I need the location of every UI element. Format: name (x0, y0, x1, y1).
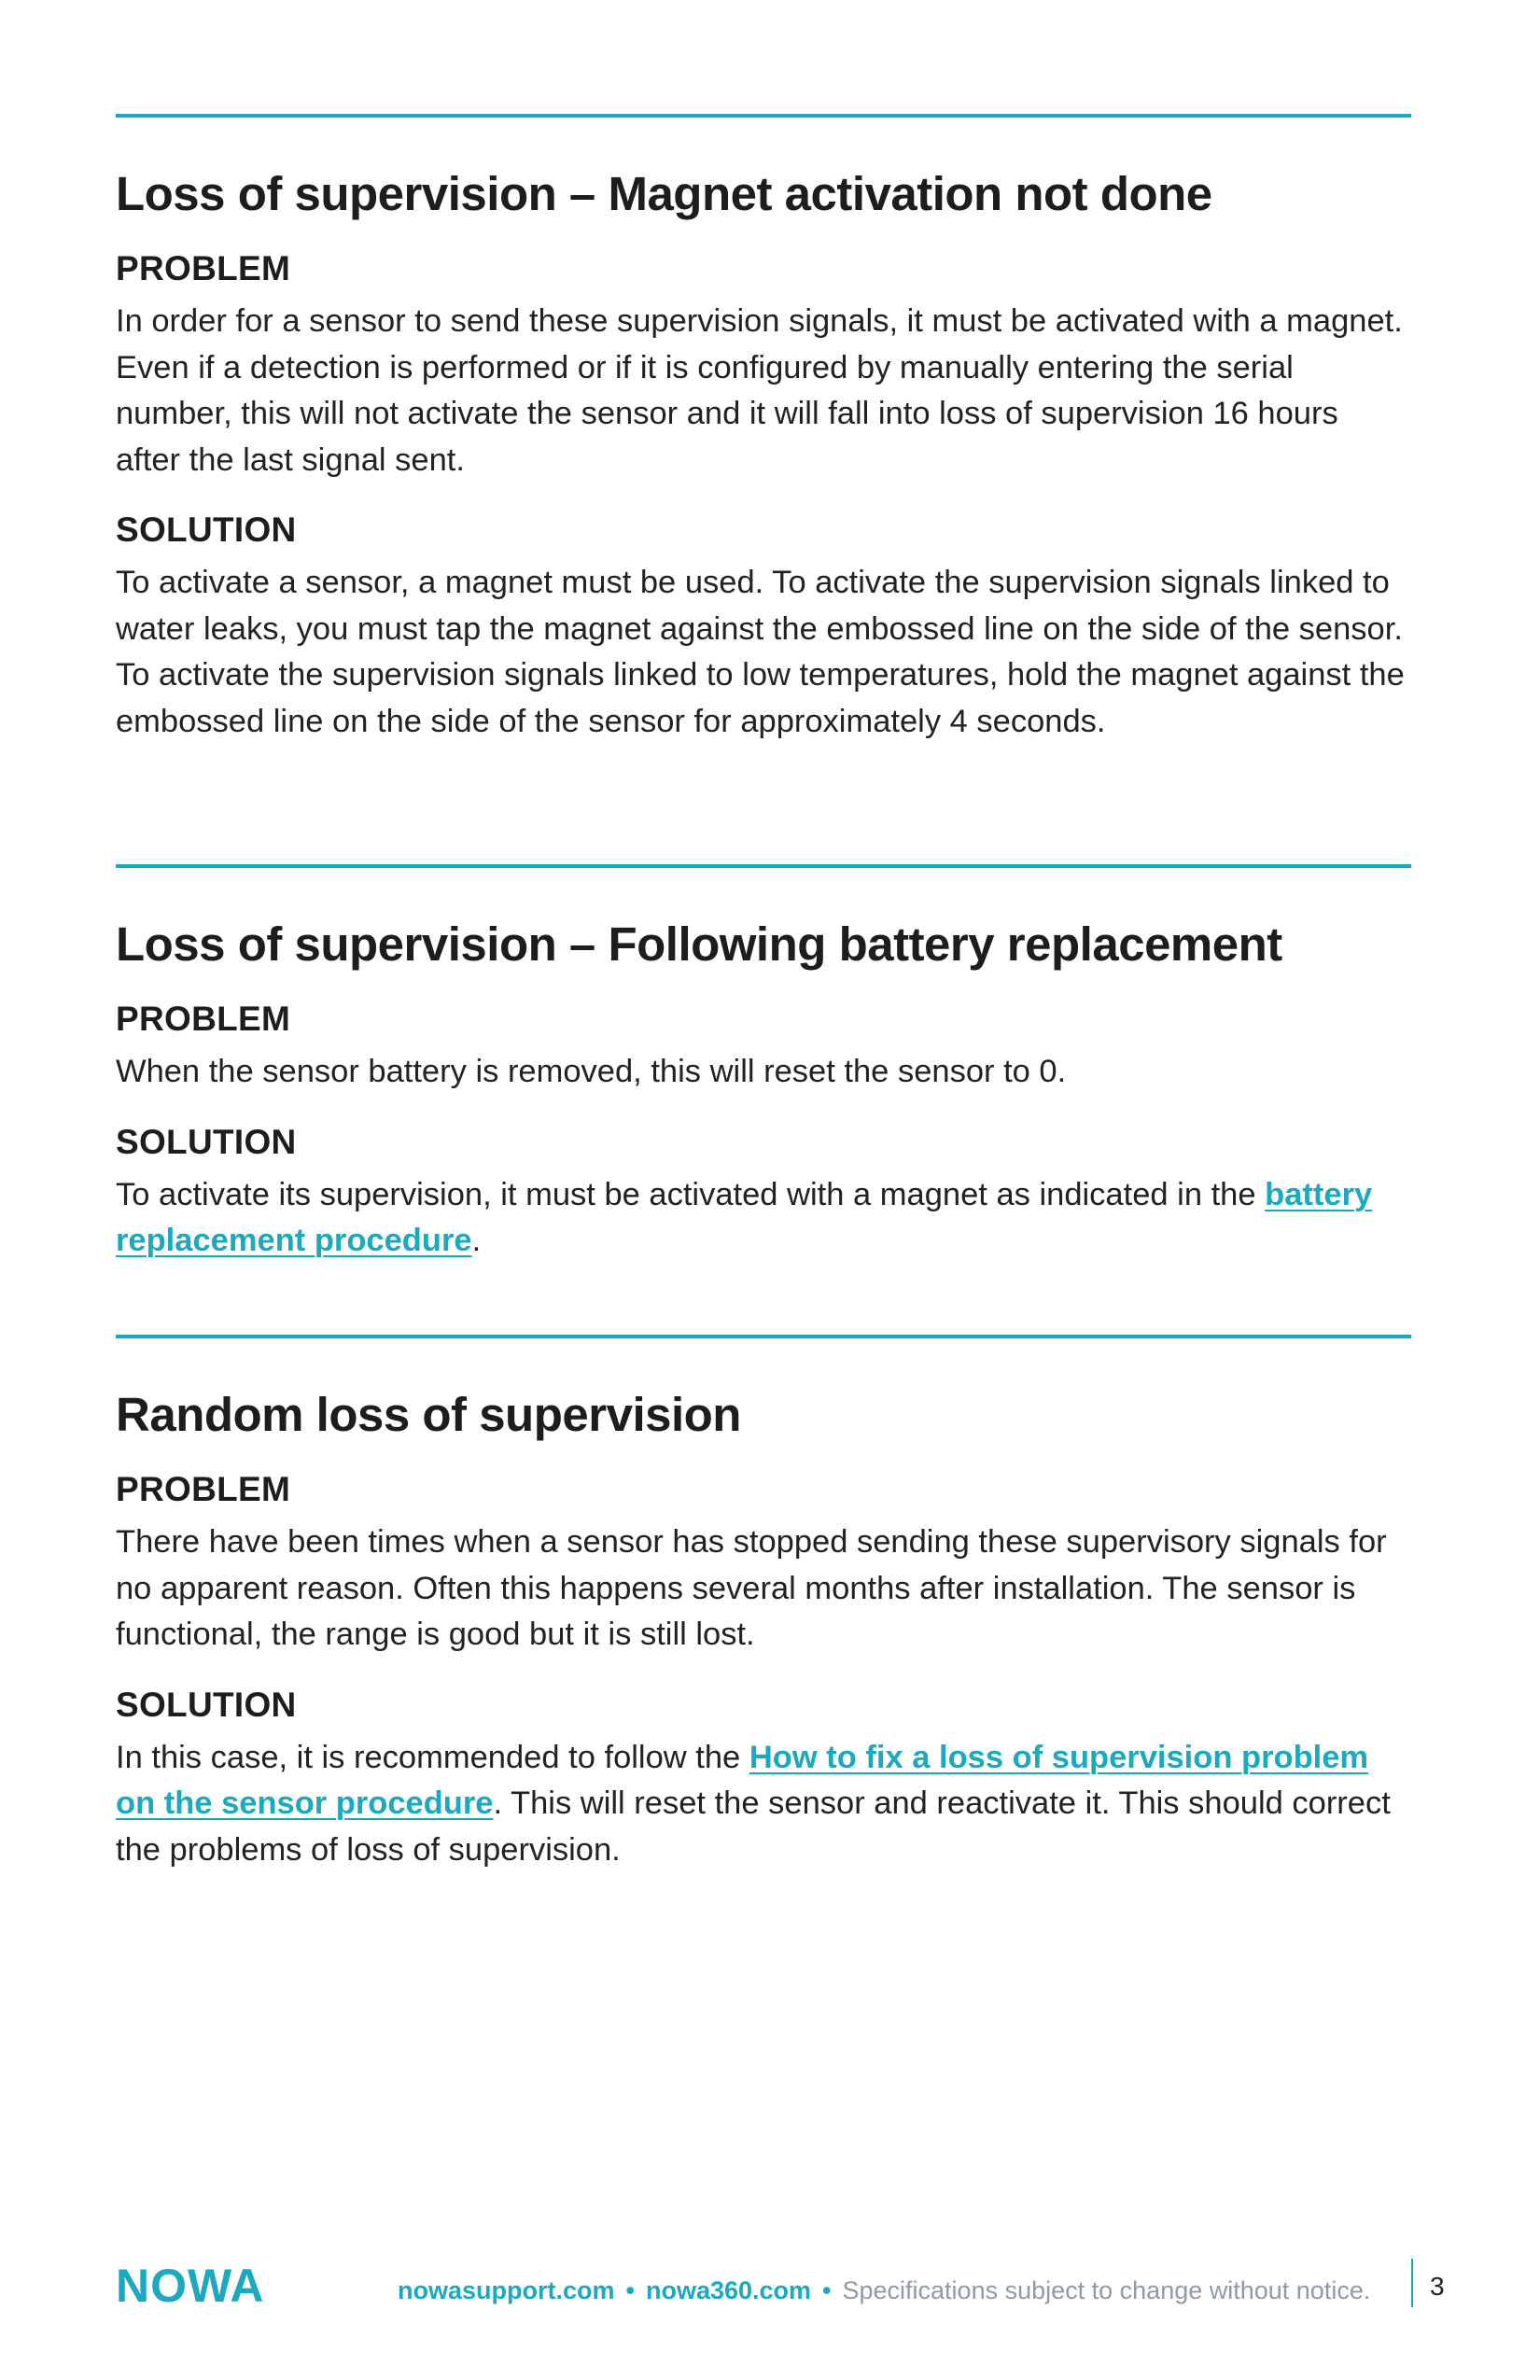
problem-label: PROBLEM (116, 1470, 291, 1508)
solution-text: To activate a sensor, a magnet must be used. To activate the supervision signals linked to water leaks, you must tap the magnet against the embossed line on the side of the sensor. To activate the supervision signals linked to low temperatures, hold the magnet against the embossed line on the side of the sensor for approximately 4 seconds. (116, 565, 1405, 739)
fix-loss-of-supervision-procedure-link[interactable]: How to fix a loss of supervision problem on the sensor procedure (116, 1739, 1369, 1821)
footer-separator: • (625, 2276, 635, 2304)
nowasupport-link[interactable]: nowasupport.com (398, 2276, 615, 2304)
footer-separator: • (822, 2276, 832, 2304)
nowa360-link[interactable]: nowa360.com (645, 2276, 812, 2304)
problem-text: There have been times when a sensor has stopped sending these supervisory signals for no apparent reason. Often this happens several months after installation. The sensor is functional, the range is good but it is still lost. (116, 1524, 1387, 1652)
footer-divider (1411, 2259, 1413, 2307)
section-magnet-activation (116, 166, 1411, 745)
battery-replacement-procedure-link[interactable]: battery replacement procedure (116, 1176, 1373, 1258)
solution-text (116, 1172, 1411, 1265)
solution-text-after: . (471, 1223, 482, 1258)
solution-text (116, 1735, 1411, 1874)
section-title: Loss of supervision – Magnet activation not done (116, 167, 1212, 220)
solution-label: SOLUTION (116, 511, 297, 549)
footer-note: Specifications subject to change without notice. (842, 2276, 1371, 2304)
solution-label: SOLUTION (116, 1122, 297, 1161)
section-battery-replacement (116, 917, 1411, 1265)
solution-text-before: In this case, it is recommended to follow the (116, 1739, 749, 1775)
problem-text: When the sensor battery is removed, this will reset the sensor to 0. (116, 1054, 1067, 1089)
section-random-loss (116, 1387, 1411, 1873)
problem-text: In order for a sensor to send these supervision signals, it must be activated with a magnet. Even if a detection is performed or if it is configured by manually entering the serial number, this will not activate the sensor and it will fall into loss of supervision 16 hours after the last signal sent. (116, 303, 1403, 478)
nowa-logo: NOWA (116, 2260, 265, 2312)
section-title: Loss of supervision – Following battery replacement (116, 917, 1282, 971)
solution-label: SOLUTION (116, 1685, 297, 1724)
section-divider (116, 864, 1411, 868)
section-divider (116, 114, 1411, 118)
solution-text-before: To activate its supervision, it must be activated with a magnet as indicated in the (116, 1176, 1266, 1212)
page-number: 3 (1430, 2272, 1445, 2301)
footer-text (398, 2274, 1370, 2307)
section-title: Random loss of supervision (116, 1388, 741, 1441)
solution-text-after: . This will reset the sensor and reactivate it. This should correct the problems of loss of supervision. (116, 1785, 1391, 1868)
problem-label: PROBLEM (116, 249, 291, 287)
page-footer (116, 2259, 1450, 2324)
section-divider (116, 1335, 1411, 1338)
problem-label: PROBLEM (116, 1000, 291, 1038)
